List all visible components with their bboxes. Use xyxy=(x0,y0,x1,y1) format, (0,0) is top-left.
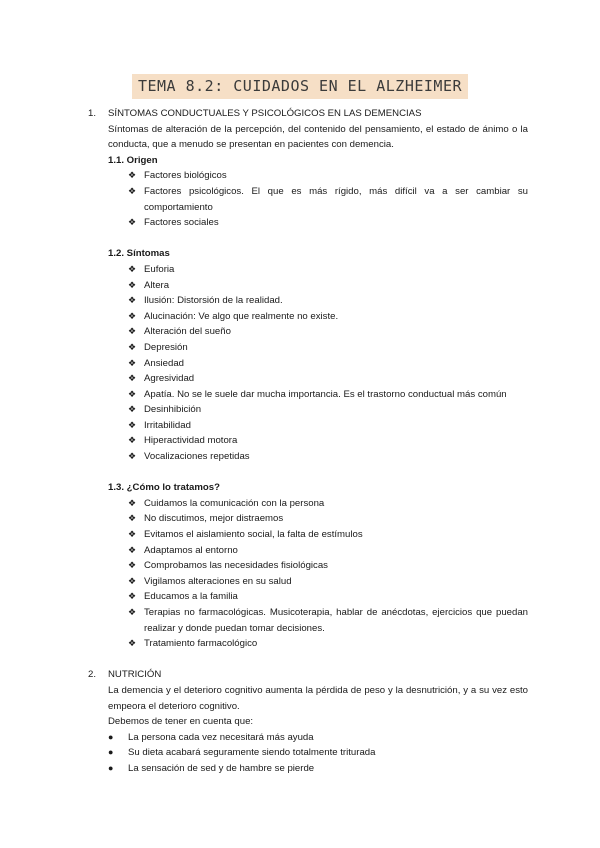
list-item: ❖ Vigilamos alteraciones en su salud xyxy=(128,574,528,590)
diamond-bullet-icon: ❖ xyxy=(128,451,137,462)
tratamos-list xyxy=(88,496,528,652)
section-title: NUTRICIÓN xyxy=(108,669,162,681)
list-item: ❖ Alteración del sueño xyxy=(128,324,528,340)
list-item: ❖ Comprobamos las necesidades fisiológicas xyxy=(128,558,528,574)
list-item: ❖ Factores biológicos xyxy=(128,168,528,184)
list-item: ❖ Hiperactividad motora xyxy=(128,433,528,449)
diamond-bullet-icon: ❖ xyxy=(128,295,137,306)
list-item: ❖ Euforia xyxy=(128,262,528,278)
list-item: ● La persona cada vez necesitará más ayuda xyxy=(108,730,528,746)
list-item: ❖ No discutimos, mejor distraemos xyxy=(128,511,528,527)
diamond-bullet-icon: ❖ xyxy=(128,497,137,508)
diamond-bullet-icon: ❖ xyxy=(128,388,137,399)
section-title: SÍNTOMAS CONDUCTUALES Y PSICOLÓGICOS EN LAS DEMENCIAS xyxy=(108,108,422,119)
diamond-bullet-icon: ❖ xyxy=(128,591,137,602)
diamond-bullet-icon: ❖ xyxy=(128,607,137,617)
list-item: ❖ Agresividad xyxy=(128,371,528,387)
list-item: ❖ Evitamos el aislamiento social, la falta de estímulos xyxy=(128,527,528,543)
section-number: 1. xyxy=(88,108,97,119)
list-item: ❖ Cuidamos la comunicación con la persona xyxy=(128,496,528,512)
list-item: ❖ Educamos a la familia xyxy=(128,589,528,605)
list-item: ● Su dieta acabará seguramente siendo totalmente triturada xyxy=(108,745,528,761)
diamond-bullet-icon: ❖ xyxy=(128,279,137,290)
subsection-sintomas-heading: 1.2. Síntomas xyxy=(108,248,170,260)
diamond-bullet-icon: ❖ xyxy=(128,310,137,321)
dot-bullet-icon: ● xyxy=(108,731,114,742)
list-item: ❖ Tratamiento farmacológico xyxy=(128,636,528,652)
diamond-bullet-icon: ❖ xyxy=(128,170,137,181)
title-wrap xyxy=(0,74,600,99)
diamond-bullet-icon: ❖ xyxy=(128,529,137,540)
dot-bullet-icon: ● xyxy=(108,747,114,758)
list-item: ❖ Vocalizaciones repetidas xyxy=(128,449,528,465)
diamond-bullet-icon: ❖ xyxy=(128,263,137,274)
document-body xyxy=(88,106,528,777)
diamond-bullet-icon: ❖ xyxy=(128,404,137,415)
list-item: ❖ Alucinación: Ve algo que realmente no existe. xyxy=(128,309,528,325)
nutricion-list xyxy=(88,730,528,777)
diamond-bullet-icon: ❖ xyxy=(128,341,137,352)
list-item: ❖ Desinhibición xyxy=(128,402,528,418)
spacer xyxy=(88,465,528,481)
list-item: ❖ Depresión xyxy=(128,340,528,356)
diamond-bullet-icon: ❖ xyxy=(128,638,137,649)
section-2-intro: La demencia y el deterioro cognitivo aumenta la pérdida de peso y la desnutrición, y a su vez esto empeora el deterioro cognitivo. xyxy=(108,684,528,712)
origen-list xyxy=(88,168,528,230)
diamond-bullet-icon: ❖ xyxy=(128,513,137,524)
list-item: ❖ Adaptamos al entorno xyxy=(128,543,528,559)
dot-bullet-icon: ● xyxy=(108,762,114,773)
diamond-bullet-icon: ❖ xyxy=(128,435,137,446)
list-item: ❖ Ilusión: Distorsión de la realidad. xyxy=(128,293,528,309)
list-item: ❖ Altera xyxy=(128,278,528,294)
diamond-bullet-icon: ❖ xyxy=(128,357,137,368)
diamond-bullet-icon: ❖ xyxy=(128,373,137,384)
section-number: 2. xyxy=(88,669,97,681)
section-1-heading xyxy=(88,106,528,122)
list-item: ● La sensación de sed y de hambre se pierde xyxy=(108,761,528,777)
diamond-bullet-icon: ❖ xyxy=(128,560,137,571)
diamond-bullet-icon: ❖ xyxy=(128,185,137,196)
spacer xyxy=(88,652,528,668)
diamond-bullet-icon: ❖ xyxy=(128,326,137,337)
diamond-bullet-icon: ❖ xyxy=(128,419,137,430)
list-item: ❖ Factores psicológicos. El que es más rígido, más difícil va a ser cambiar su comportamiento xyxy=(128,185,528,213)
section-2-lead: Debemos de tener en cuenta que: xyxy=(108,716,254,728)
section-2-heading xyxy=(88,667,528,683)
diamond-bullet-icon: ❖ xyxy=(128,217,137,228)
subsection-tratamos-heading: 1.3. ¿Cómo lo tratamos? xyxy=(108,482,220,494)
list-item: ❖ Apatía. No se le suele dar mucha importancia. Es el trastorno conductual más común xyxy=(128,387,528,403)
list-item: ❖ Ansiedad xyxy=(128,356,528,372)
list-item: ❖ Irritabilidad xyxy=(128,418,528,434)
document-title: TEMA 8.2: CUIDADOS EN EL ALZHEIMER xyxy=(132,74,468,99)
diamond-bullet-icon: ❖ xyxy=(128,544,137,555)
section-1-intro: Síntomas de alteración de la percepción, del contenido del pensamiento, el estado de ánimo o la conducta, que a menudo se presentan en pacientes con demencia. xyxy=(108,123,528,151)
spacer xyxy=(88,231,528,247)
sintomas-list xyxy=(88,262,528,465)
list-item: ❖ Terapias no farmacológicas. Musicoterapia, hablar de anécdotas, ejercicios que puedan realizar y donde puedan tomar decisiones. xyxy=(128,607,528,634)
list-item: ❖ Factores sociales xyxy=(128,215,528,231)
diamond-bullet-icon: ❖ xyxy=(128,575,137,586)
subsection-origen-heading: 1.1. Origen xyxy=(108,154,158,166)
